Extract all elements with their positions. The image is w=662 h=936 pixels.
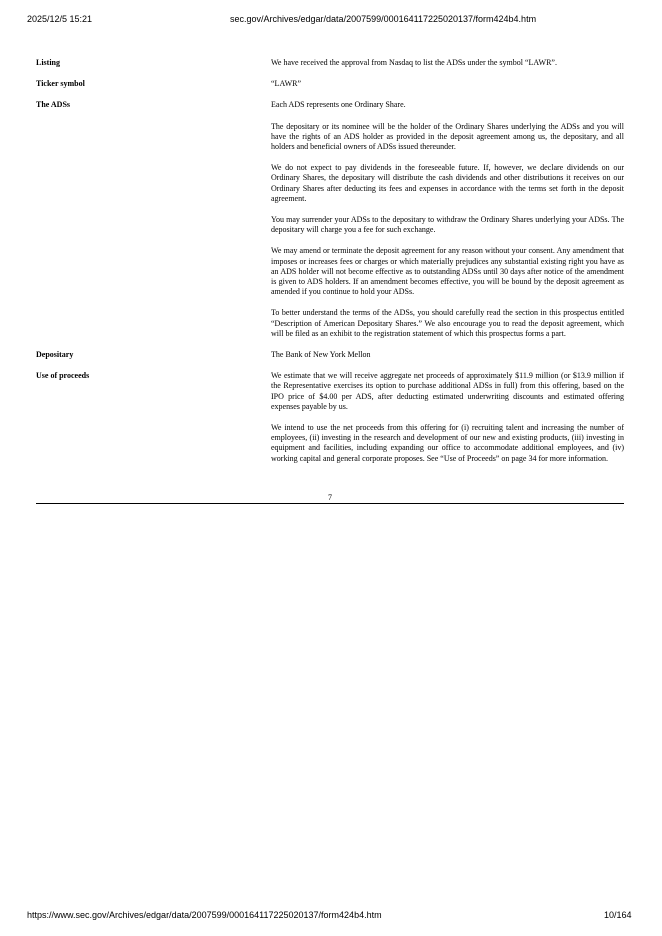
row-label: Ticker symbol (36, 79, 85, 89)
paragraph: We may amend or terminate the deposit agreement for any reason without your consent. Any amendment that imposes or increases fees or charges or which materially prejudices any substantial existing right you have as an ADS holder will not become effective as to outstanding ADSs until 30 days after notice of the amendment is given to ADS holders. If an amendment becomes effective, you will be bound by the deposit agreement as amended if you continue to hold your ADSs. (271, 246, 624, 297)
page-number: 7 (328, 493, 332, 502)
page-divider (36, 503, 624, 504)
browser-header-datetime: 2025/12/5 15:21 (27, 14, 93, 24)
row-use-of-proceeds (36, 371, 624, 475)
row-label: The ADSs (36, 100, 71, 110)
browser-footer-url: https://www.sec.gov/Archives/edgar/data/2007599/000164117225020137/form424b4.htm (27, 910, 382, 920)
paragraph: The depositary or its nominee will be the holder of the Ordinary Shares underlying the ADSs and you will have the rights of an ADS holder as provided in the deposit agreement among us, the depositary, and all holders and beneficial owners of ADSs issued thereunder. (271, 121, 624, 152)
paragraph: We intend to use the net proceeds from this offering for (i) recruiting talent and increasing the number of employees, (ii) investing in the research and development of our new and existing products, (iii) investing in equipment and facilities, including expanding our office to accommodate additional employees, and (iv) working capital and general corporate proposes. See “Use of Proceeds” on page 34 for more information. (271, 423, 624, 463)
paragraph: We do not expect to pay dividends in the foreseeable future. If, however, we declare dividends on our Ordinary Shares, the depositary will distribute the cash dividends and other distributions it receives on our Ordinary Shares after deducting its fees and expenses in accordance with the terms set forth in the deposit agreement. (271, 163, 624, 203)
paragraph: To better understand the terms of the ADSs, you should carefully read the section in this prospectus entitled “Description of American Depositary Shares.” We also encourage you to read the deposit agreement, which will be filed as an exhibit to the registration statement of which this prospectus forms a part. (271, 308, 624, 338)
paragraph: We estimate that we will receive aggregate net proceeds of approximately $11.9 million (or $13.9 million if the Representative exercises its option to purchase additional ADSs in full) from this offering, based on the IPO price of $4.00 per ADS, after deducting estimated underwriting discounts and estimated offering expenses payable by us. (271, 371, 624, 411)
row-the-adss (36, 100, 624, 350)
browser-header-title: sec.gov/Archives/edgar/data/2007599/000164117225020137/form424b4.htm (230, 14, 537, 24)
row-label: Depositary (36, 350, 74, 360)
row-label: Listing (36, 58, 61, 67)
row-text: We have received the approval from Nasdaq to list the ADSs under the symbol “LAWR”. (271, 58, 557, 67)
paragraph: You may surrender your ADSs to the depositary to withdraw the Ordinary Shares underlying your ADSs. The depositary will charge you a fee for such exchange. (271, 215, 624, 235)
browser-footer-page-count: 10/164 (604, 910, 632, 920)
paragraph: Each ADS represents one Ordinary Share. (271, 100, 406, 110)
row-text: “LAWR” (271, 79, 302, 89)
row-depositary (36, 350, 624, 360)
row-listing (36, 58, 624, 68)
row-label: Use of proceeds (36, 371, 90, 381)
row-text: The Bank of New York Mellon (271, 350, 371, 360)
row-ticker-symbol (36, 79, 624, 89)
document-body (36, 58, 624, 475)
